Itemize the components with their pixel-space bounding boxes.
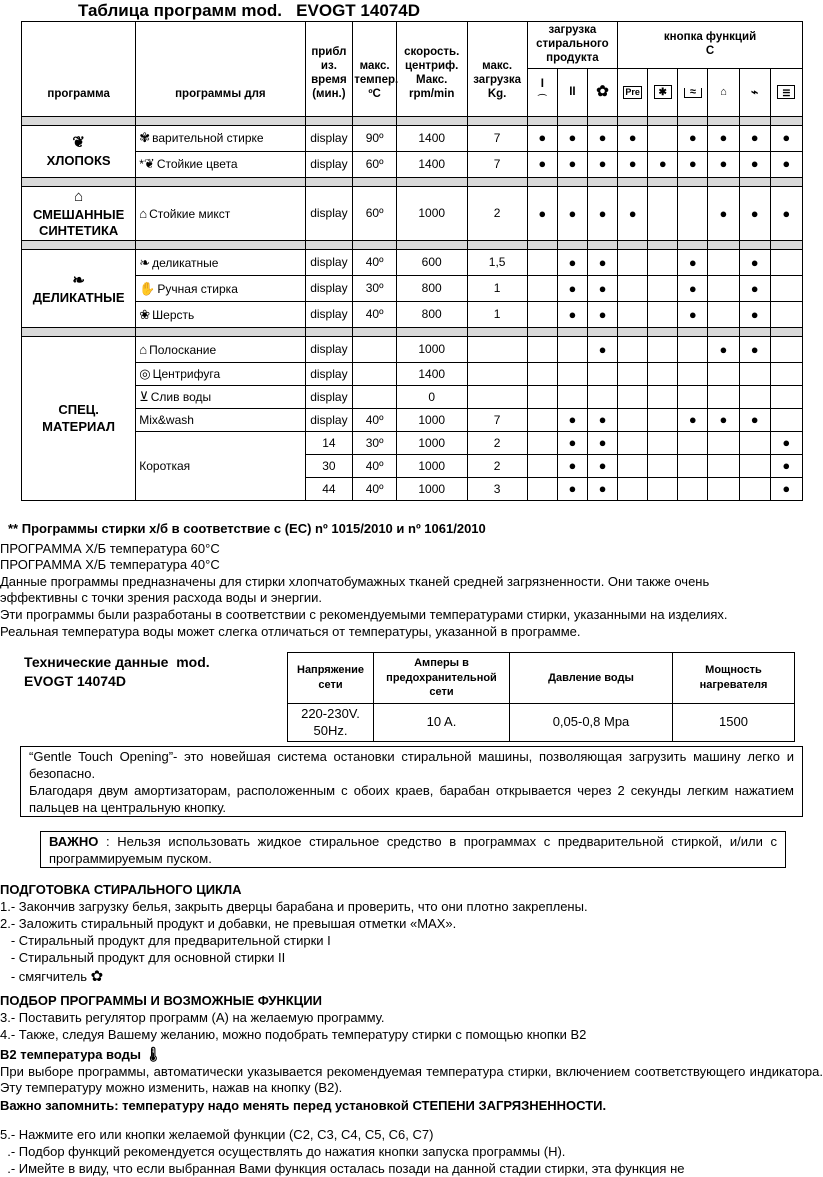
gentle-touch-box: [20, 746, 803, 817]
b2-heading: B2 температура воды 🌡: [0, 1046, 163, 1062]
function-mark: [527, 409, 557, 432]
prep-line: 2.- Заложить стиральный продукт и добавки, не превышая отметки «MAX».: [0, 916, 457, 931]
softener-icon: ✿: [90, 968, 104, 985]
rinse-icon: ⌂: [139, 341, 148, 357]
category-cell: ❧ ДЕЛИКАТНЫЕ: [22, 250, 136, 328]
function-mark: [527, 432, 557, 455]
function-mark: ●: [587, 152, 617, 178]
table-row: [22, 250, 803, 276]
function-mark: [527, 302, 557, 328]
cell-speed: 1400: [396, 126, 467, 152]
cell-load: 2: [467, 455, 527, 478]
hand-wash-icon: ✋: [139, 280, 156, 296]
cell-temp: 30º: [353, 276, 397, 302]
prewash-icon: ⌒: [537, 94, 547, 104]
cell-load: 1: [467, 302, 527, 328]
program-name: ◎ Центрифуга: [136, 363, 305, 386]
gentle-line: “Gentle Touch Opening”- это новейшая система остановки стиральной машины, позволяющая загрузить машину легко и безопасно.: [29, 749, 794, 781]
function-mark: [678, 363, 708, 386]
function-mark: [527, 363, 557, 386]
function-mark: ●: [587, 276, 617, 302]
cell-time: display: [305, 409, 353, 432]
header-speed: скорость. центриф. Макс. rpm/min: [396, 22, 467, 117]
function-mark: ●: [557, 126, 587, 152]
program-name: ⊻ Слив воды: [136, 386, 305, 409]
tech-value: 1500: [673, 704, 795, 742]
page-title: Таблица программ mod. EVOGT 14074D: [78, 1, 420, 20]
function-mark: ●: [739, 152, 770, 178]
function-mark: [648, 250, 678, 276]
cell-speed: 600: [396, 250, 467, 276]
function-mark: [618, 337, 648, 363]
cell-speed: 1400: [396, 152, 467, 178]
category-cell: ⌂ СМЕШАННЫЕ СИНТЕТИКА: [22, 187, 136, 241]
function-mark: ●: [557, 432, 587, 455]
function-mark: [618, 250, 648, 276]
function-mark: ●: [587, 302, 617, 328]
function-mark: ●: [648, 152, 678, 178]
function-mark: [527, 455, 557, 478]
cell-load: 7: [467, 409, 527, 432]
tech-value: 0,05-0,8 Mpa: [510, 704, 673, 742]
notes-line: ПРОГРАММА Х/Б температура 40°C: [0, 557, 220, 572]
select-line: .- Подбор функций рекомендуется осуществлять до нажатия кнопки запуска программы (H).: [0, 1144, 566, 1159]
cell-temp: [353, 386, 397, 409]
cell-temp: 60º: [353, 187, 397, 241]
function-mark: [527, 250, 557, 276]
program-table: [21, 21, 803, 501]
function-mark: [739, 455, 770, 478]
function-mark: ●: [587, 250, 617, 276]
cell-time: display: [305, 363, 353, 386]
cell-temp: [353, 337, 397, 363]
function-mark: ●: [739, 126, 770, 152]
function-mark: [739, 432, 770, 455]
cell-time: display: [305, 302, 353, 328]
program-name: ✾ варительной стирке: [136, 126, 305, 152]
table-row: [22, 302, 803, 328]
stain-icon: ✱: [654, 85, 672, 99]
tech-header: Давление воды: [510, 653, 673, 704]
function-mark: [527, 276, 557, 302]
function-mark: ●: [678, 250, 708, 276]
cell-load: [467, 337, 527, 363]
table-row: [22, 337, 803, 363]
function-mark: ●: [770, 455, 802, 478]
prep-heading: ПОДГОТОВКА СТИРАЛЬНОГО ЦИКЛА: [0, 882, 242, 897]
function-mark: [648, 363, 678, 386]
function-mark: ●: [770, 432, 802, 455]
function-mark: ●: [587, 432, 617, 455]
function-mark: [770, 337, 802, 363]
program-name: ❧ деликатные: [136, 250, 305, 276]
notes-line: Эти программы были разработаны в соответствии с рекомендуемыми температурами стирки, указанными на изделиях.: [0, 607, 728, 622]
function-mark: [678, 455, 708, 478]
function-mark: [618, 363, 648, 386]
important-remember: Важно запомнить: температуру надо менять перед установкой СТЕПЕНИ ЗАГРЯЗНЕННОСТИ.: [0, 1098, 607, 1113]
function-mark: [648, 478, 678, 501]
table-row: [22, 409, 803, 432]
select-line: 5.- Нажмите его или кнопки желаемой функции (C2, C3, C4, C5, C6, C7): [0, 1127, 434, 1142]
select-heading: ПОДБОР ПРОГРАММЫ И ВОЗМОЖНЫЕ ФУНКЦИИ: [0, 993, 322, 1008]
cell-time: display: [305, 386, 353, 409]
cell-temp: 30º: [353, 432, 397, 455]
function-mark: ●: [557, 276, 587, 302]
program-name: Mix&wash: [136, 409, 305, 432]
important-text: : Нельзя использовать жидкое стиральное средство в программах с предварительной стиркой, и/или с программируемым пуском.: [49, 834, 777, 866]
function-mark: ●: [618, 152, 648, 178]
cell-load: 1: [467, 276, 527, 302]
function-mark: [708, 302, 739, 328]
cell-speed: 0: [396, 386, 467, 409]
header-program: программа: [22, 22, 136, 117]
function-mark: [527, 386, 557, 409]
softener-icon: ✿: [596, 82, 609, 100]
notes-line: ПРОГРАММА Х/Б температура 60°C: [0, 541, 220, 556]
cell-speed: 1000: [396, 409, 467, 432]
function-mark: [770, 386, 802, 409]
function-mark: ●: [587, 337, 617, 363]
function-mark: [708, 276, 739, 302]
program-name: ✋ Ручная стирка: [136, 276, 305, 302]
spin-icon: ◎: [139, 366, 151, 382]
function-mark: ●: [527, 187, 557, 241]
function-mark: [648, 432, 678, 455]
prep-line: 1.- Закончив загрузку белья, закрыть дверцы барабана и проверить, что они плотно закреплены.: [0, 899, 588, 914]
cell-time: display: [305, 152, 353, 178]
cell-time: display: [305, 126, 353, 152]
select-line: 4.- Также, следуя Вашему желанию, можно подобрать температуру стирки с помощью кнопки B2: [0, 1027, 587, 1042]
header-functions: кнопка функций C: [618, 22, 803, 69]
function-mark: [678, 432, 708, 455]
function-mark: ●: [739, 302, 770, 328]
function-mark: ●: [557, 152, 587, 178]
table-row: [22, 432, 803, 455]
function-mark: [678, 478, 708, 501]
cell-time: display: [305, 250, 353, 276]
tech-header: Напряжение сети: [288, 653, 374, 704]
program-name: ❀ Шерсть: [136, 302, 305, 328]
select-line: 3.- Поставить регулятор программ (A) на желаемую программу.: [0, 1010, 385, 1025]
function-mark: [648, 386, 678, 409]
function-mark: ●: [557, 455, 587, 478]
function-mark: [739, 363, 770, 386]
tech-value: 10 A.: [374, 704, 510, 742]
cell-speed: 800: [396, 276, 467, 302]
function-mark: [770, 250, 802, 276]
function-mark: [587, 363, 617, 386]
function-mark: [708, 455, 739, 478]
program-name: ⌂ Полоскание: [136, 337, 305, 363]
function-mark: ●: [770, 126, 802, 152]
function-mark: [618, 478, 648, 501]
function-mark: [648, 409, 678, 432]
cell-time: display: [305, 337, 353, 363]
category-cell: ❦ ХЛОПОКЅ: [22, 126, 136, 178]
gentle-line: Благодаря двум амортизаторам, расположенным с обоих краев, барабан открывается через 2 секунды легким нажатием пальцев на центральную кнопку.: [29, 782, 794, 815]
header-col-main: II: [557, 69, 587, 117]
function-mark: [648, 276, 678, 302]
function-mark: [527, 478, 557, 501]
cell-load: 3: [467, 478, 527, 501]
function-mark: ●: [557, 302, 587, 328]
prep-line: - Стиральный продукт для предварительной стирки I: [0, 933, 331, 948]
important-box: [40, 831, 786, 868]
header-col-prewash: I ⌒: [527, 69, 557, 117]
tech-table: [287, 652, 795, 742]
function-mark: [618, 432, 648, 455]
function-mark: [708, 386, 739, 409]
function-mark: [739, 478, 770, 501]
function-mark: [648, 187, 678, 241]
cell-speed: 1000: [396, 455, 467, 478]
function-mark: [618, 276, 648, 302]
function-mark: ●: [739, 250, 770, 276]
pre-function-icon: Pre: [625, 86, 640, 97]
delicate-icon: ❧: [72, 271, 85, 289]
table-row: [22, 386, 803, 409]
cell-temp: 40º: [353, 478, 397, 501]
function-mark: [678, 337, 708, 363]
function-mark: [618, 409, 648, 432]
function-mark: ●: [708, 152, 739, 178]
function-mark: ●: [527, 126, 557, 152]
prep-line: - Стиральный продукт для основной стирки II: [0, 950, 286, 965]
function-mark: [648, 455, 678, 478]
function-mark: [770, 409, 802, 432]
function-mark: ●: [770, 478, 802, 501]
function-mark: [708, 478, 739, 501]
function-mark: [527, 337, 557, 363]
cell-load: 7: [467, 152, 527, 178]
tech-header: Амперы в предохранительной сети: [374, 653, 510, 704]
wool-icon: ❀: [139, 306, 151, 322]
header-time: прибл из. время (мин.): [305, 22, 353, 117]
cell-time: 44: [305, 478, 353, 501]
function-mark: [587, 386, 617, 409]
notes-line: Реальная температура воды может слегка отличаться от температуры, указанной в программе.: [0, 624, 581, 639]
function-mark: ●: [678, 276, 708, 302]
cell-temp: 40º: [353, 409, 397, 432]
header-programs-for: программы для: [136, 22, 305, 117]
water-level-icon: ≈: [684, 88, 702, 98]
header-temp: макс. темпер. ºC: [353, 22, 397, 117]
function-mark: ●: [557, 187, 587, 241]
function-mark: ●: [708, 337, 739, 363]
function-mark: ●: [770, 187, 802, 241]
function-mark: [618, 302, 648, 328]
function-mark: ●: [587, 478, 617, 501]
function-mark: [770, 302, 802, 328]
cotton-prewash-icon: ✾: [139, 130, 151, 146]
function-mark: ●: [739, 409, 770, 432]
function-mark: ●: [678, 302, 708, 328]
cell-time: 30: [305, 455, 353, 478]
function-mark: ●: [618, 126, 648, 152]
tech-title: Технические данные mod. EVOGT 14074D: [24, 654, 210, 689]
function-mark: ●: [708, 409, 739, 432]
header-detergent: загрузка стирального продукта: [527, 22, 617, 69]
function-mark: ●: [708, 187, 739, 241]
select-line: .- Имейте в виду, что если выбранная Вами функция осталась позади на данной стадии стирки, эта функция не: [0, 1161, 685, 1176]
category-cell: СПЕЦ. МАТЕРИАЛ: [22, 337, 136, 501]
cell-speed: 1000: [396, 432, 467, 455]
function-mark: [557, 386, 587, 409]
cell-load: 2: [467, 187, 527, 241]
cell-time: display: [305, 187, 353, 241]
function-mark: [770, 276, 802, 302]
function-mark: ●: [557, 478, 587, 501]
function-mark: [618, 386, 648, 409]
tech-header: Мощность нагревателя: [673, 653, 795, 704]
function-mark: ●: [618, 187, 648, 241]
function-mark: [678, 386, 708, 409]
cell-temp: 60º: [353, 152, 397, 178]
function-mark: ●: [739, 187, 770, 241]
cell-load: [467, 363, 527, 386]
notes-line: эффективны с точки зрения расхода воды и энергии.: [0, 590, 323, 605]
iron-icon: ⌁: [751, 84, 759, 99]
cell-speed: 1000: [396, 337, 467, 363]
notes-line: Данные программы предназначены для стирки хлопчатобумажных тканей средней загрязненности. Они также очень: [0, 574, 710, 589]
function-mark: [648, 302, 678, 328]
table-row: [22, 276, 803, 302]
prep-line: - смягчитель ✿: [0, 968, 104, 985]
function-mark: ●: [708, 126, 739, 152]
function-mark: [557, 337, 587, 363]
notes-heading: ** Программы стирки х/б в соответствие с (EC) nº 1015/2010 и nº 1061/2010: [8, 521, 486, 536]
table-row: [22, 187, 803, 241]
drain-icon: ⊻: [139, 389, 149, 405]
function-mark: ●: [557, 250, 587, 276]
cell-load: 2: [467, 432, 527, 455]
function-mark: ●: [739, 276, 770, 302]
cell-temp: 40º: [353, 455, 397, 478]
header-load: макс. загрузка Kg.: [467, 22, 527, 117]
cell-load: 1,5: [467, 250, 527, 276]
function-mark: ●: [587, 126, 617, 152]
table-row: [22, 126, 803, 152]
cotton-icon: ❦: [143, 156, 155, 172]
cell-load: 7: [467, 126, 527, 152]
cell-speed: 1000: [396, 478, 467, 501]
cotton-icon: ❦: [72, 134, 85, 152]
cell-time: display: [305, 276, 353, 302]
table-row: [22, 363, 803, 386]
function-mark: ●: [678, 152, 708, 178]
header-col-softener: [587, 69, 617, 117]
synthetic-icon: ⌂: [74, 188, 84, 205]
cell-temp: 90º: [353, 126, 397, 152]
table-row: [22, 152, 803, 178]
function-mark: [678, 187, 708, 241]
program-name: ⌂ Стойкие микст: [136, 187, 305, 241]
easy-iron-icon: ⌂: [720, 86, 727, 99]
cell-speed: 1000: [396, 187, 467, 241]
function-mark: ●: [557, 409, 587, 432]
cell-load: [467, 386, 527, 409]
program-name: Короткая: [136, 432, 305, 501]
function-mark: [557, 363, 587, 386]
function-mark: [770, 363, 802, 386]
cell-speed: 800: [396, 302, 467, 328]
function-mark: ●: [739, 337, 770, 363]
function-mark: ●: [678, 409, 708, 432]
thermometer-icon: 🌡: [144, 1046, 163, 1062]
cell-speed: 1400: [396, 363, 467, 386]
function-mark: [648, 337, 678, 363]
program-name: *❦ Стойкие цвета: [136, 152, 305, 178]
function-mark: [708, 363, 739, 386]
function-mark: ●: [587, 187, 617, 241]
function-mark: ●: [527, 152, 557, 178]
function-mark: [708, 250, 739, 276]
important-label: ВАЖНО: [49, 834, 99, 849]
synthetic-icon: ⌂: [139, 205, 148, 221]
function-mark: ●: [770, 152, 802, 178]
cell-time: 14: [305, 432, 353, 455]
cell-temp: [353, 363, 397, 386]
function-mark: ●: [587, 409, 617, 432]
tech-value: 220-230V. 50Hz.: [288, 704, 374, 742]
extra-rinse-icon: ☰: [777, 85, 795, 99]
function-mark: [739, 386, 770, 409]
function-mark: [648, 126, 678, 152]
function-mark: [618, 455, 648, 478]
function-mark: ●: [678, 126, 708, 152]
function-mark: ●: [587, 455, 617, 478]
delicate-icon: ❧: [139, 254, 151, 270]
b2-paragraph: При выборе программы, автоматически указывается рекомендуемая температура стирки, включением соответствующего индикатора. Эту температуру можно изменить, нажав на кнопку (B2).: [0, 1064, 823, 1096]
function-mark: [708, 432, 739, 455]
cell-temp: 40º: [353, 302, 397, 328]
cell-temp: 40º: [353, 250, 397, 276]
